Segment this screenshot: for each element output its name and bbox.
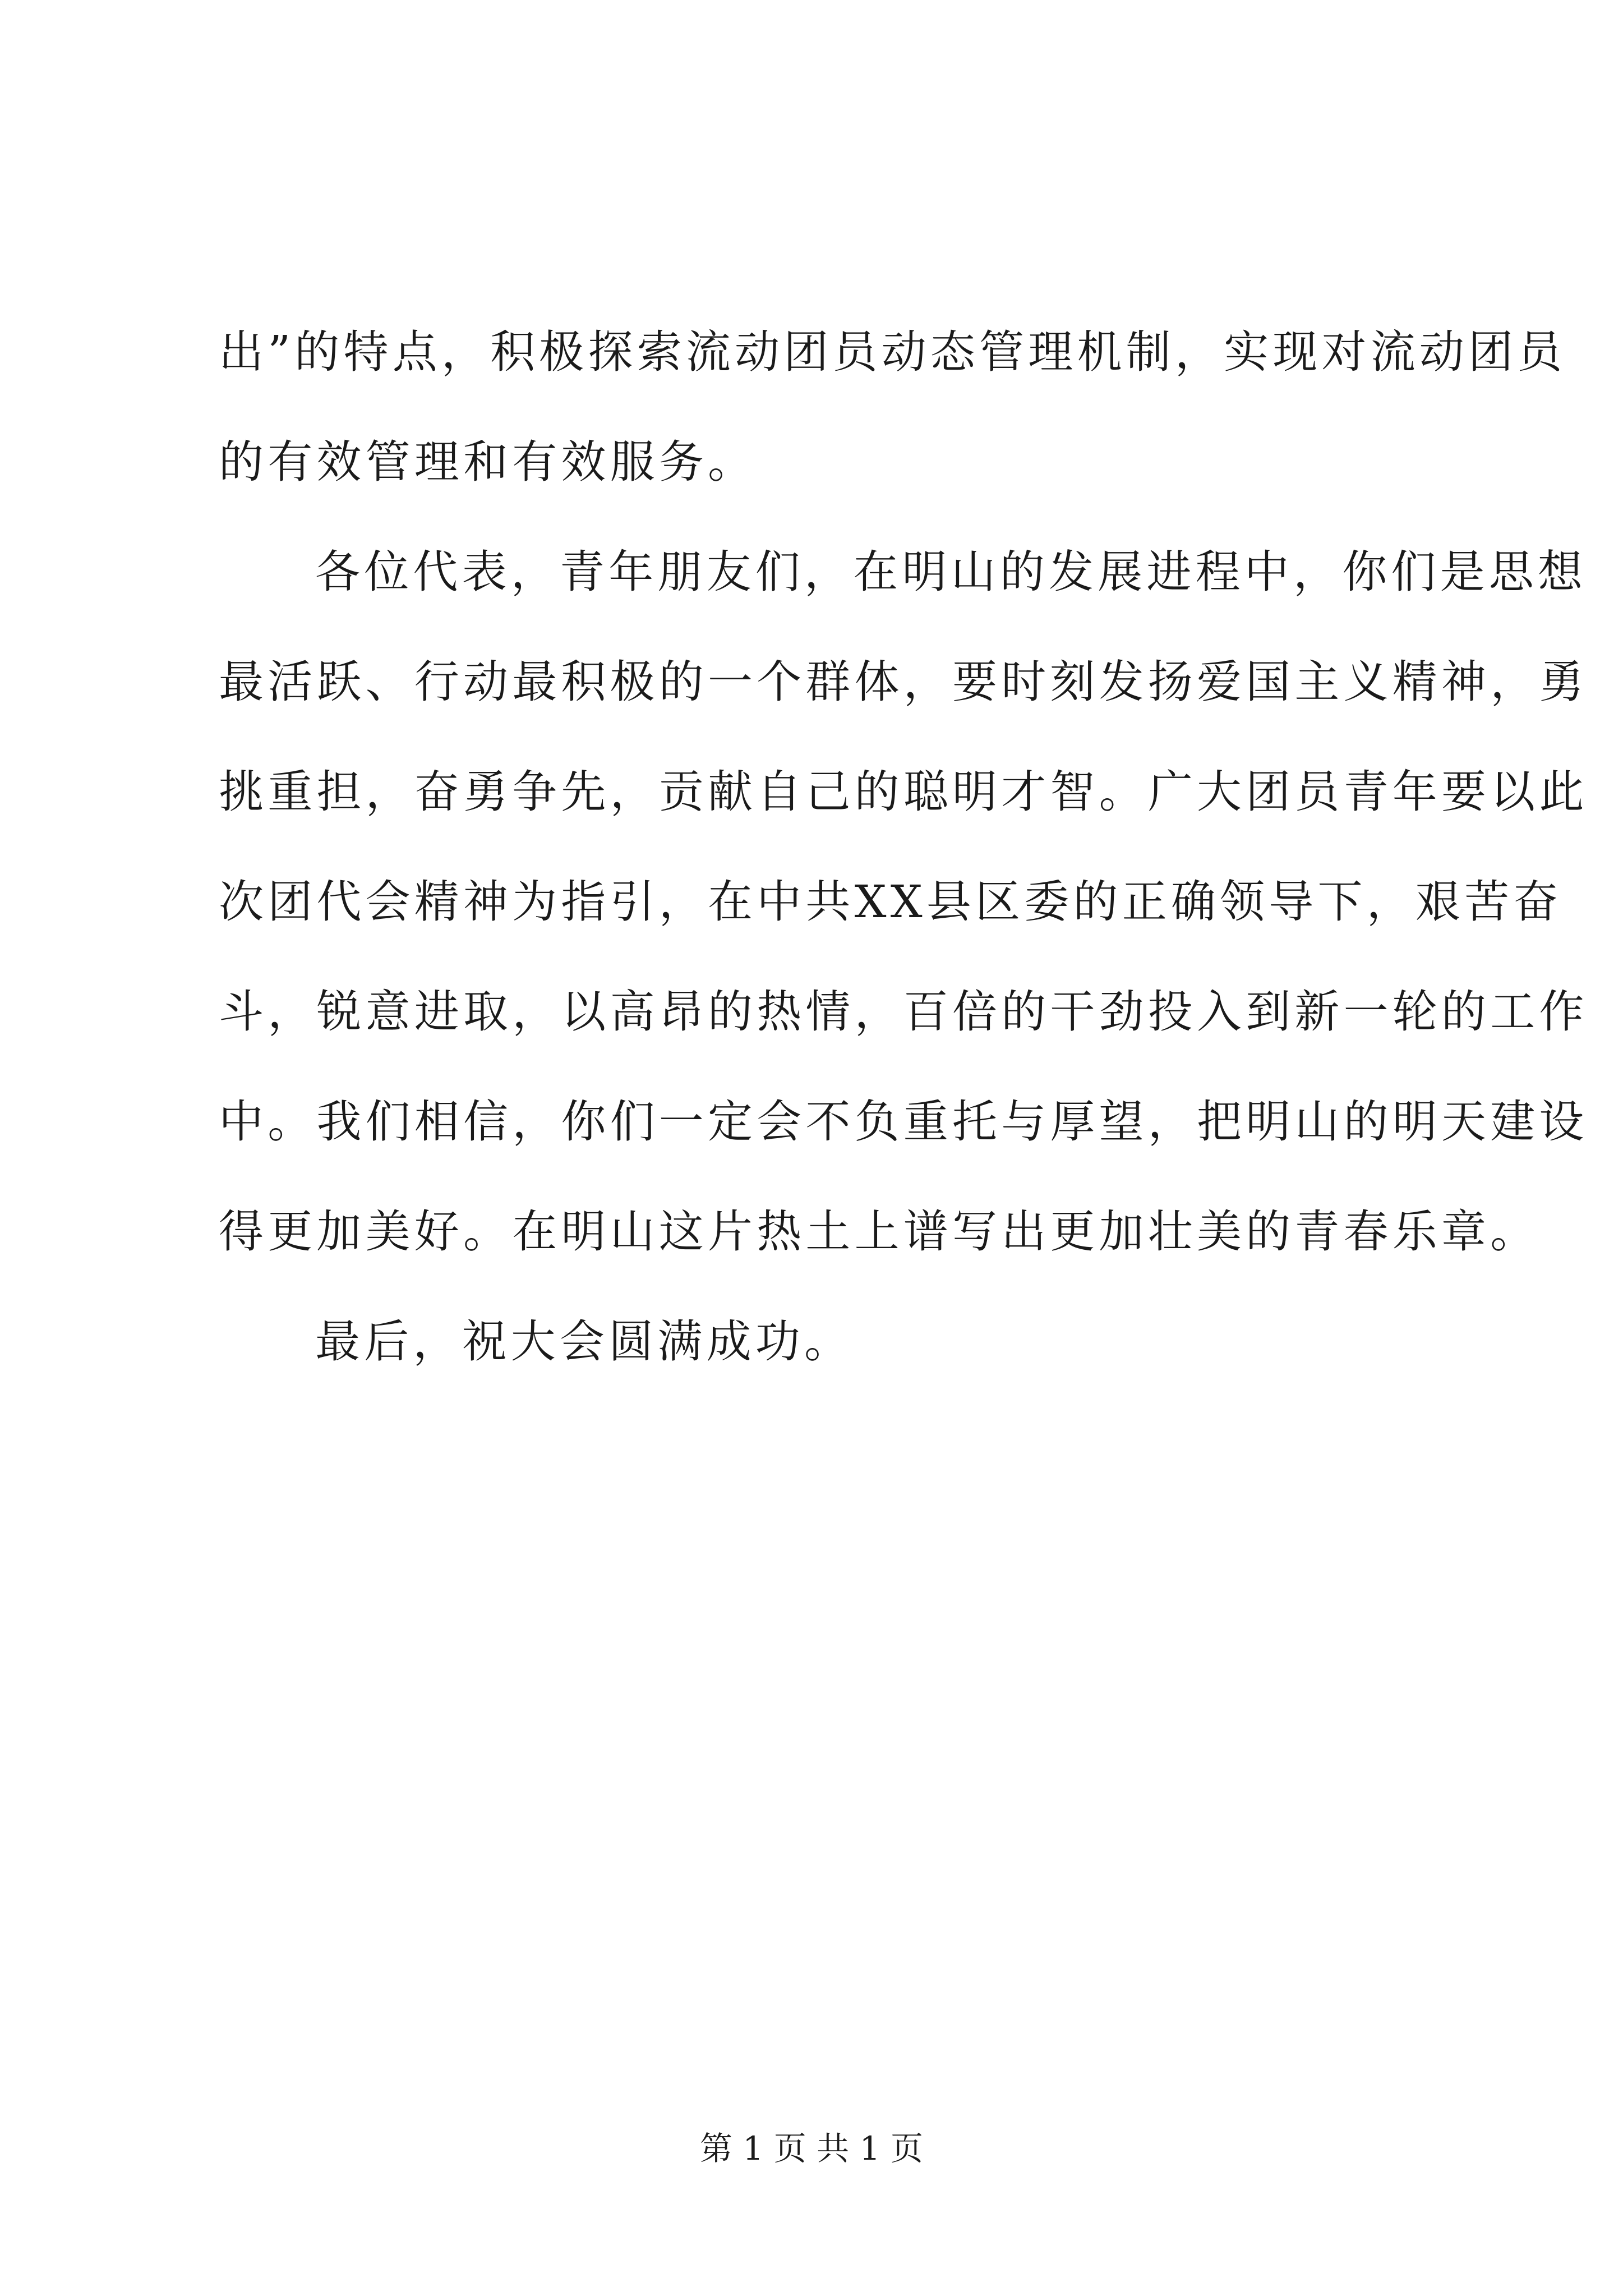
- paragraph: [219, 517, 1588, 1287]
- document-body: [219, 297, 1588, 1397]
- page-footer: [0, 2126, 1623, 2171]
- text-line: 最活跃、行动最积极的一个群体，要时刻发扬爱国主义精神，勇: [219, 656, 1588, 708]
- text-line: 出”的特点，积极探索流动团员动态管理机制，实现对流动团员: [219, 326, 1566, 378]
- text-line: 各位代表，青年朋友们，在明山的发展进程中，你们是思想: [315, 546, 1587, 598]
- text-line: 得更加美好。在明山这片热土上谱写出更加壮美的青春乐章。: [219, 1205, 1539, 1258]
- paragraph: [219, 1287, 1430, 1397]
- text-line: 挑重担，奋勇争先，贡献自己的聪明才智。广大团员青年要以此: [219, 766, 1588, 818]
- paragraph: [219, 297, 1566, 517]
- text-line: 斗，锐意进取，以高昂的热情，百倍的干劲投入到新一轮的工作: [219, 986, 1588, 1038]
- page-number-label: 第 1 页 共 1 页: [700, 2129, 923, 2168]
- text-line: 次团代会精神为指引，在中共XX县区委的正确领导下，艰苦奋: [219, 876, 1562, 928]
- text-line: 的有效管理和有效服务。: [219, 436, 757, 488]
- text-line: 最后，祝大会圆满成功。: [315, 1315, 854, 1368]
- text-line: 中。我们相信，你们一定会不负重托与厚望，把明山的明天建设: [219, 1096, 1588, 1148]
